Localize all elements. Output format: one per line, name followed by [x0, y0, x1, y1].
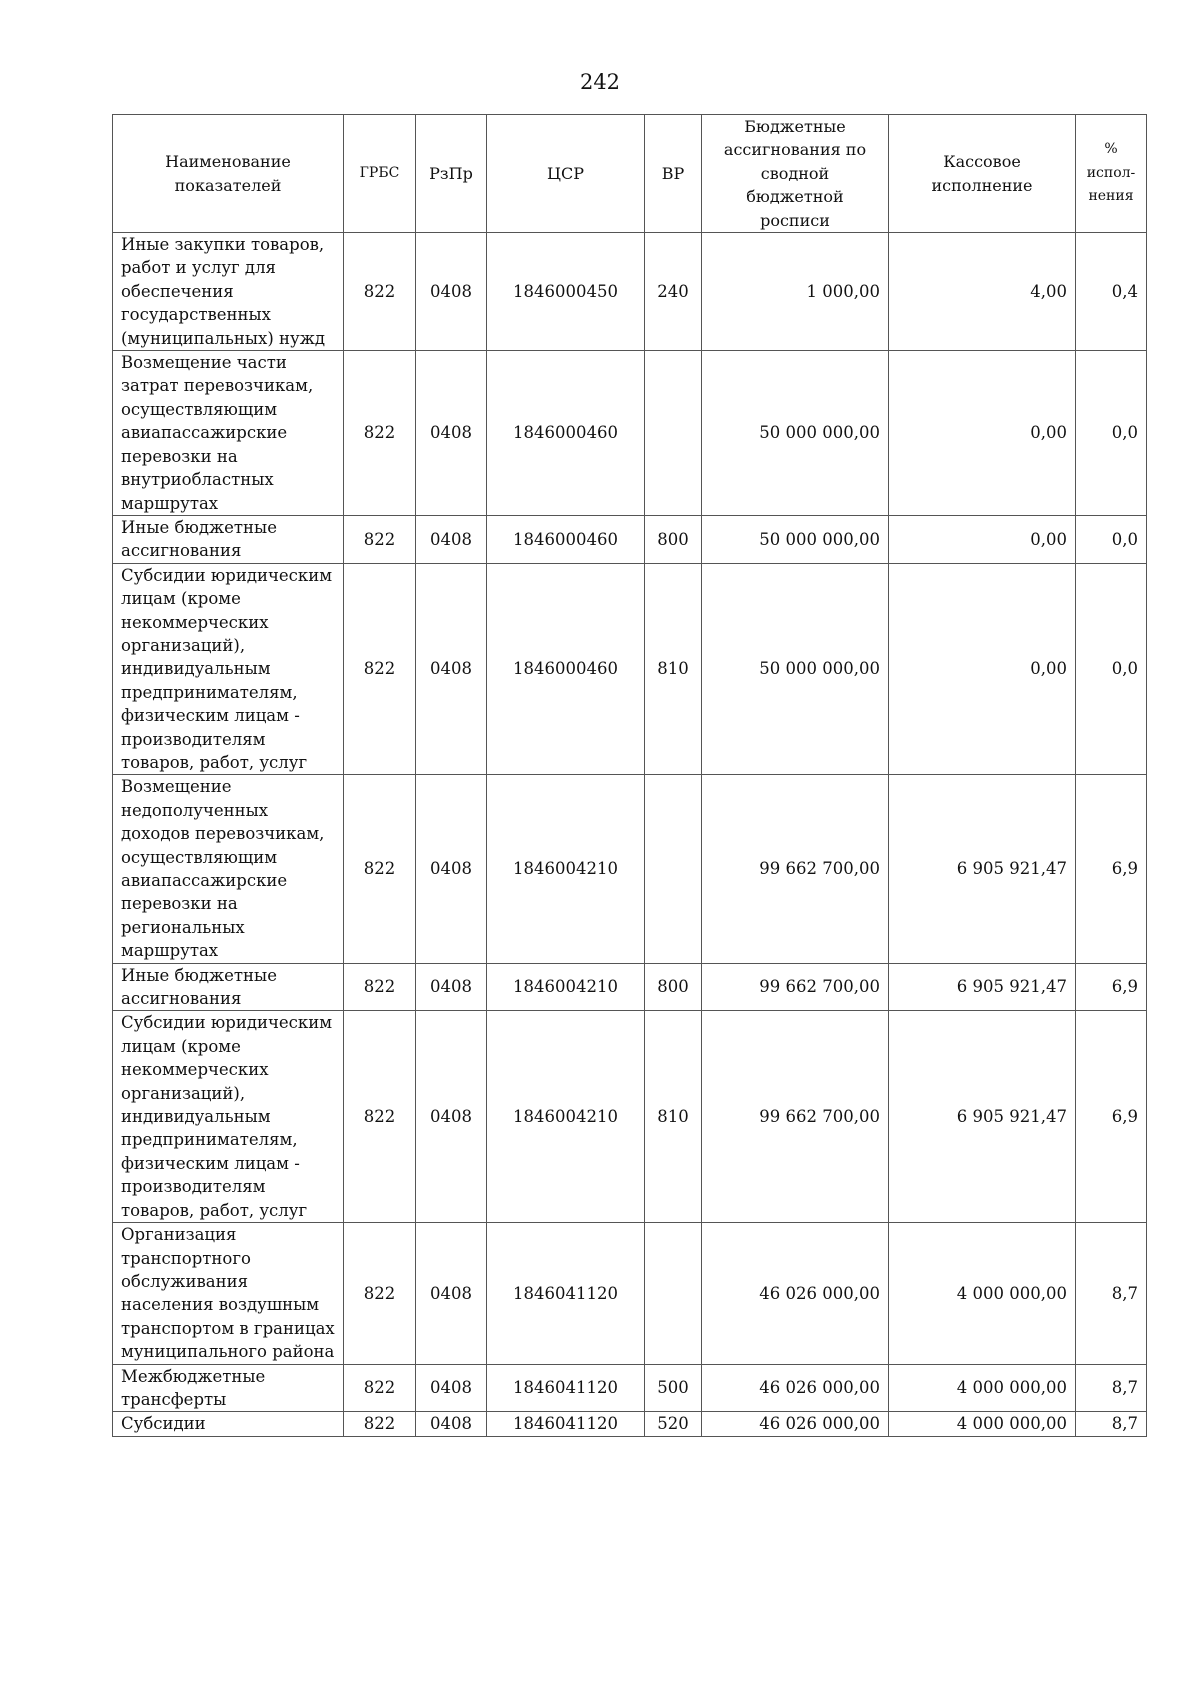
cell-grbs: 822	[344, 515, 416, 563]
cell-grbs: 822	[344, 1011, 416, 1223]
table-row	[113, 515, 1147, 563]
cell-cash-execution: 4 000 000,00	[889, 1412, 1076, 1436]
cell-percent: 8,7	[1076, 1364, 1147, 1412]
cell-name: Возмещение недополученных доходов перевозчикам, осуществляющим авиапассажирские перевозки на региональных маршрутах	[113, 775, 344, 963]
cell-assignments: 99 662 700,00	[702, 775, 889, 963]
cell-csr: 1846004210	[487, 775, 645, 963]
cell-cash-execution: 6 905 921,47	[889, 775, 1076, 963]
cell-rzpr: 0408	[416, 351, 487, 516]
cell-percent: 0,4	[1076, 233, 1147, 351]
cell-percent: 6,9	[1076, 1011, 1147, 1223]
cell-vr: 810	[645, 563, 702, 775]
cell-csr: 1846041120	[487, 1223, 645, 1364]
table-row	[113, 1011, 1147, 1223]
cell-rzpr: 0408	[416, 1223, 487, 1364]
cell-csr: 1846004210	[487, 1011, 645, 1223]
cell-grbs: 822	[344, 1364, 416, 1412]
cell-name: Межбюджетные трансферты	[113, 1364, 344, 1412]
header-grbs: ГРБС	[344, 115, 416, 233]
cell-assignments: 50 000 000,00	[702, 563, 889, 775]
cell-vr: 800	[645, 963, 702, 1011]
cell-percent: 6,9	[1076, 775, 1147, 963]
cell-rzpr: 0408	[416, 1364, 487, 1412]
cell-grbs: 822	[344, 563, 416, 775]
cell-vr: 240	[645, 233, 702, 351]
cell-vr	[645, 1223, 702, 1364]
page-number: 242	[579, 70, 621, 94]
cell-percent: 0,0	[1076, 515, 1147, 563]
cell-cash-execution: 4 000 000,00	[889, 1364, 1076, 1412]
budget-execution-table	[112, 114, 1147, 1437]
table-row	[113, 775, 1147, 963]
cell-csr: 1846000460	[487, 563, 645, 775]
table-body	[113, 233, 1147, 1437]
cell-percent: 0,0	[1076, 563, 1147, 775]
cell-percent: 6,9	[1076, 963, 1147, 1011]
cell-assignments: 46 026 000,00	[702, 1223, 889, 1364]
cell-csr: 1846000460	[487, 351, 645, 516]
table-row	[113, 563, 1147, 775]
table-row	[113, 1412, 1147, 1436]
cell-grbs: 822	[344, 963, 416, 1011]
cell-percent: 8,7	[1076, 1223, 1147, 1364]
table-row	[113, 1364, 1147, 1412]
cell-grbs: 822	[344, 233, 416, 351]
cell-rzpr: 0408	[416, 563, 487, 775]
table-row	[113, 963, 1147, 1011]
cell-rzpr: 0408	[416, 775, 487, 963]
header-name: Наименование показателей	[113, 115, 344, 233]
cell-name: Организация транспортного обслуживания населения воздушным транспортом в границах муниципального района	[113, 1223, 344, 1364]
cell-assignments: 1 000,00	[702, 233, 889, 351]
cell-vr: 500	[645, 1364, 702, 1412]
cell-assignments: 50 000 000,00	[702, 515, 889, 563]
header-percent: % испол-нения	[1076, 115, 1147, 233]
cell-assignments: 46 026 000,00	[702, 1412, 889, 1436]
cell-name: Иные бюджетные ассигнования	[113, 515, 344, 563]
cell-name: Иные закупки товаров, работ и услуг для обеспечения государственных (муниципальных) нужд	[113, 233, 344, 351]
cell-vr	[645, 775, 702, 963]
table-row	[113, 351, 1147, 516]
cell-cash-execution: 4 000 000,00	[889, 1223, 1076, 1364]
header-rzpr: РзПр	[416, 115, 487, 233]
cell-name: Субсидии	[113, 1412, 344, 1436]
cell-rzpr: 0408	[416, 1011, 487, 1223]
cell-csr: 1846041120	[487, 1364, 645, 1412]
cell-cash-execution: 0,00	[889, 351, 1076, 516]
cell-grbs: 822	[344, 1223, 416, 1364]
cell-cash-execution: 6 905 921,47	[889, 963, 1076, 1011]
cell-cash-execution: 6 905 921,47	[889, 1011, 1076, 1223]
cell-rzpr: 0408	[416, 963, 487, 1011]
cell-cash-execution: 0,00	[889, 563, 1076, 775]
cell-name: Субсидии юридическим лицам (кроме некоммерческих организаций), индивидуальным предпринимателям, физическим лицам - производителям товаров, работ, услуг	[113, 1011, 344, 1223]
cell-percent: 0,0	[1076, 351, 1147, 516]
cell-vr: 800	[645, 515, 702, 563]
table-row	[113, 233, 1147, 351]
cell-csr: 1846041120	[487, 1412, 645, 1436]
header-csr: ЦСР	[487, 115, 645, 233]
header-vr: ВР	[645, 115, 702, 233]
cell-cash-execution: 0,00	[889, 515, 1076, 563]
cell-csr: 1846000460	[487, 515, 645, 563]
table-row	[113, 1223, 1147, 1364]
cell-name: Возмещение части затрат перевозчикам, осуществляющим авиапассажирские перевозки на внутриобластных маршрутах	[113, 351, 344, 516]
cell-rzpr: 0408	[416, 1412, 487, 1436]
cell-vr: 810	[645, 1011, 702, 1223]
cell-csr: 1846000450	[487, 233, 645, 351]
cell-name: Субсидии юридическим лицам (кроме некоммерческих организаций), индивидуальным предпринимателям, физическим лицам - производителям товаров, работ, услуг	[113, 563, 344, 775]
header-assignments: Бюджетные ассигнования по сводной бюджетной росписи	[702, 115, 889, 233]
cell-rzpr: 0408	[416, 515, 487, 563]
cell-assignments: 46 026 000,00	[702, 1364, 889, 1412]
cell-assignments: 50 000 000,00	[702, 351, 889, 516]
cell-vr	[645, 351, 702, 516]
cell-grbs: 822	[344, 351, 416, 516]
cell-name: Иные бюджетные ассигнования	[113, 963, 344, 1011]
table-header-row	[113, 115, 1147, 233]
cell-assignments: 99 662 700,00	[702, 963, 889, 1011]
cell-percent: 8,7	[1076, 1412, 1147, 1436]
cell-assignments: 99 662 700,00	[702, 1011, 889, 1223]
cell-grbs: 822	[344, 1412, 416, 1436]
cell-rzpr: 0408	[416, 233, 487, 351]
cell-cash-execution: 4,00	[889, 233, 1076, 351]
cell-csr: 1846004210	[487, 963, 645, 1011]
cell-grbs: 822	[344, 775, 416, 963]
cell-vr: 520	[645, 1412, 702, 1436]
header-cash-execution: Кассовое исполнение	[889, 115, 1076, 233]
